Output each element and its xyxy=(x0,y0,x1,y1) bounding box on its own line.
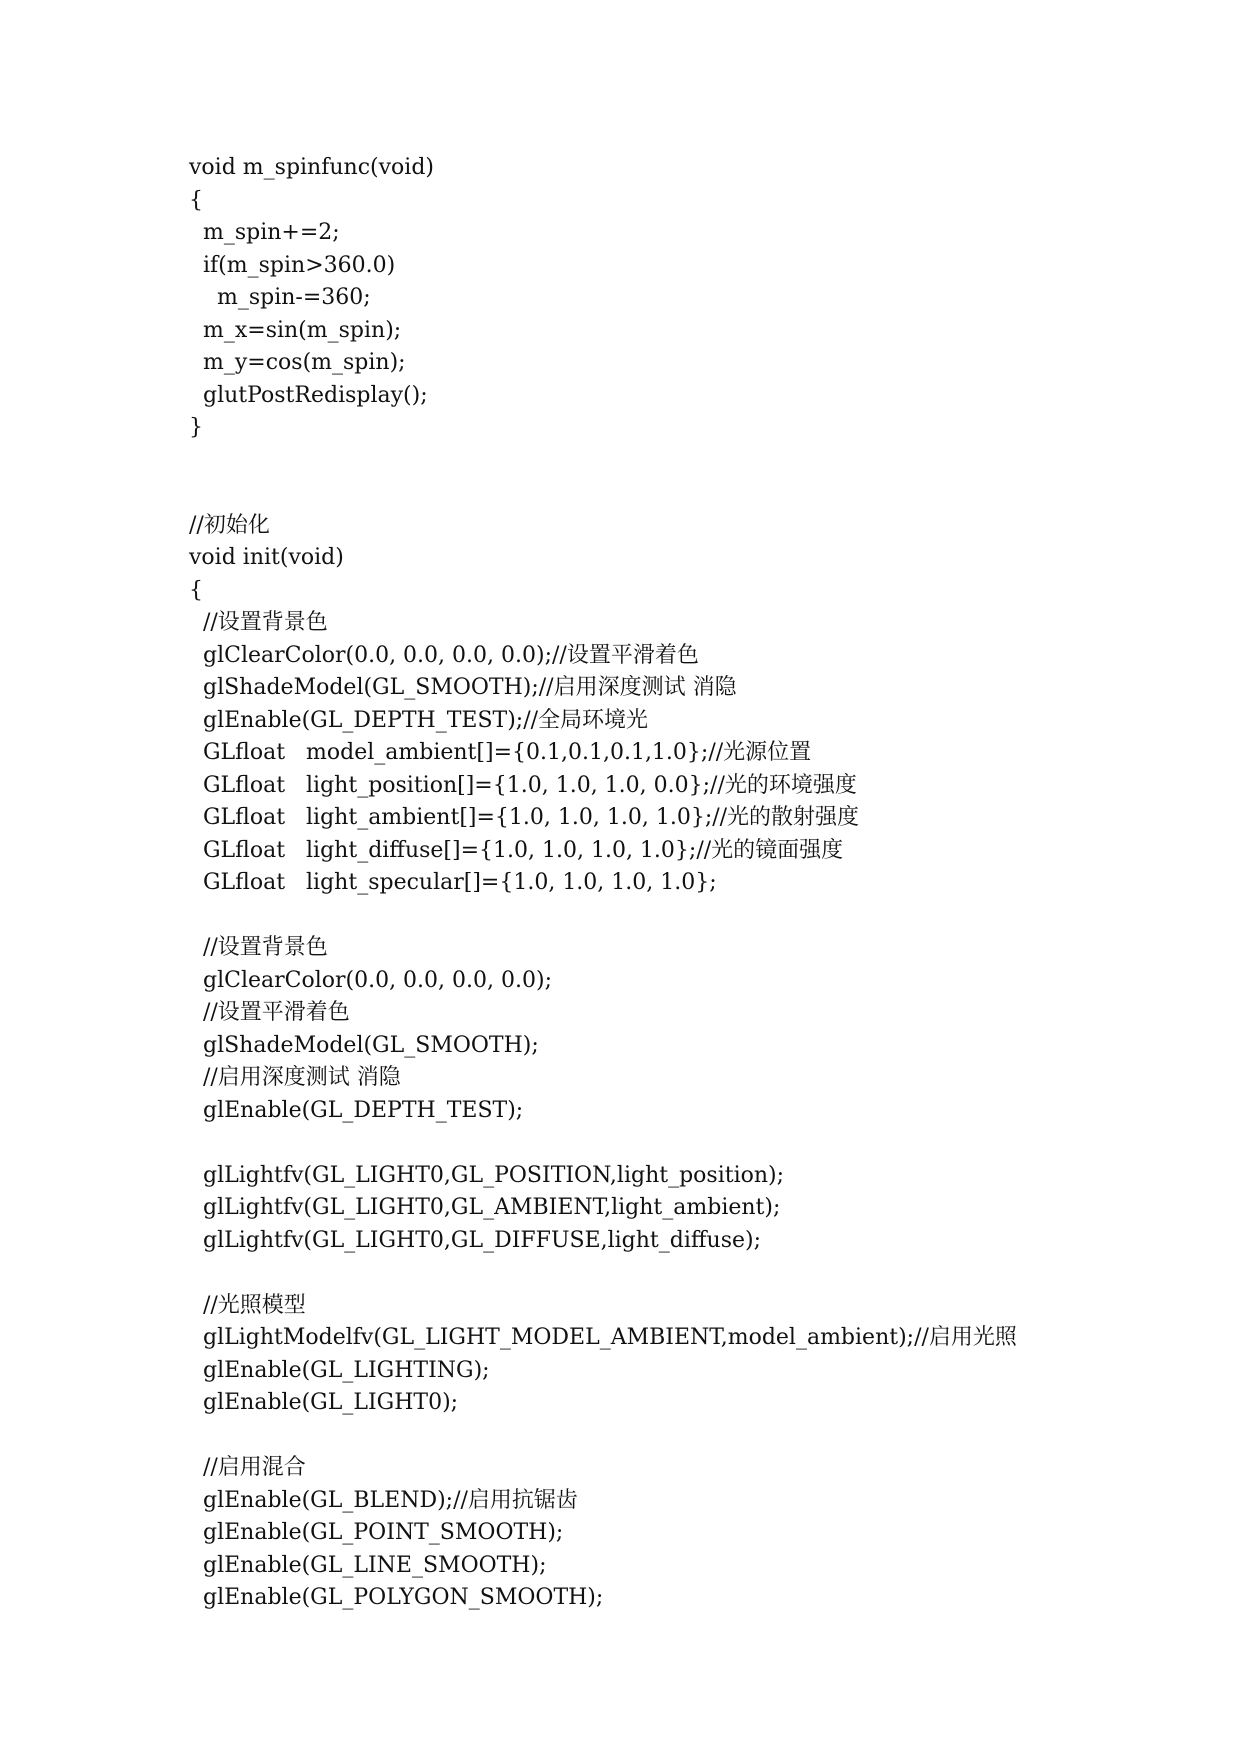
code-line: GLfloat model_ambient[]={0.1,0.1,0.1,1.0};//光源位置 xyxy=(189,740,812,765)
code-line: glShadeModel(GL_SMOOTH);//启用深度测试 消隐 xyxy=(189,675,737,700)
code-line: glShadeModel(GL_SMOOTH); xyxy=(189,1032,539,1058)
code-line: m_y=cos(m_spin); xyxy=(189,350,406,375)
code-line: glClearColor(0.0, 0.0, 0.0, 0.0); xyxy=(189,967,552,993)
code-line: { xyxy=(189,187,203,213)
code-comment: //启用深度测试 消隐 xyxy=(189,1065,401,1090)
code-line: glEnable(GL_DEPTH_TEST);//全局环境光 xyxy=(189,707,649,733)
code-line: glEnable(GL_LINE_SMOOTH); xyxy=(189,1552,547,1578)
code-line: GLfloat light_specular[]={1.0, 1.0, 1.0, 1.0}; xyxy=(189,870,717,895)
code-line: } xyxy=(189,415,203,440)
code-line: m_x=sin(m_spin); xyxy=(189,317,402,343)
code-line: glEnable(GL_POLYGON_SMOOTH); xyxy=(189,1585,604,1610)
code-line: glEnable(GL_LIGHT0); xyxy=(189,1390,459,1415)
code-line: void m_spinfunc(void) xyxy=(189,155,434,180)
code-line: GLfloat light_position[]={1.0, 1.0, 1.0, 0.0};//光的环境强度 xyxy=(189,772,857,798)
blank-line xyxy=(189,900,1149,933)
code-line: glLightfv(GL_LIGHT0,GL_POSITION,light_position); xyxy=(189,1162,785,1188)
code-line: m_spin+=2; xyxy=(189,220,340,245)
blank-line xyxy=(189,445,1149,478)
code-line: glEnable(GL_DEPTH_TEST); xyxy=(189,1097,524,1123)
code-line: glClearColor(0.0, 0.0, 0.0, 0.0);//设置平滑着色 xyxy=(189,642,699,668)
code-line: glEnable(GL_LIGHTING); xyxy=(189,1357,490,1383)
code-line: void init(void) xyxy=(189,545,344,570)
blank-line xyxy=(189,1127,1149,1160)
blank-line xyxy=(189,1420,1149,1453)
code-comment: //启用混合 xyxy=(189,1455,306,1480)
code-line: GLfloat light_diffuse[]={1.0, 1.0, 1.0, 1.0};//光的镜面强度 xyxy=(189,837,844,863)
code-line: glutPostRedisplay(); xyxy=(189,382,428,408)
code-line: glLightModelfv(GL_LIGHT_MODEL_AMBIENT,model_ambient);//启用光照 xyxy=(189,1325,1017,1350)
code-line: glEnable(GL_POINT_SMOOTH); xyxy=(189,1520,564,1545)
code-comment: //设置背景色 xyxy=(189,610,328,635)
code-comment: //初始化 xyxy=(189,512,270,538)
blank-line xyxy=(189,1257,1149,1290)
code-line: GLfloat light_ambient[]={1.0, 1.0, 1.0, 1.0};//光的散射强度 xyxy=(189,805,860,830)
code-comment: //光照模型 xyxy=(189,1292,306,1318)
code-line: if(m_spin>360.0) xyxy=(189,252,396,278)
code-comment: //设置平滑着色 xyxy=(189,1000,350,1025)
code-line: glLightfv(GL_LIGHT0,GL_AMBIENT,light_ambient); xyxy=(189,1195,781,1220)
code-line: m_spin-=360; xyxy=(189,285,371,310)
code-line: { xyxy=(189,577,203,603)
code-line: glLightfv(GL_LIGHT0,GL_DIFFUSE,light_diffuse); xyxy=(189,1227,761,1253)
code-line: glEnable(GL_BLEND);//启用抗锯齿 xyxy=(189,1487,578,1513)
code-listing xyxy=(189,152,1149,1615)
code-comment: //设置背景色 xyxy=(189,935,328,960)
blank-line xyxy=(189,477,1149,510)
